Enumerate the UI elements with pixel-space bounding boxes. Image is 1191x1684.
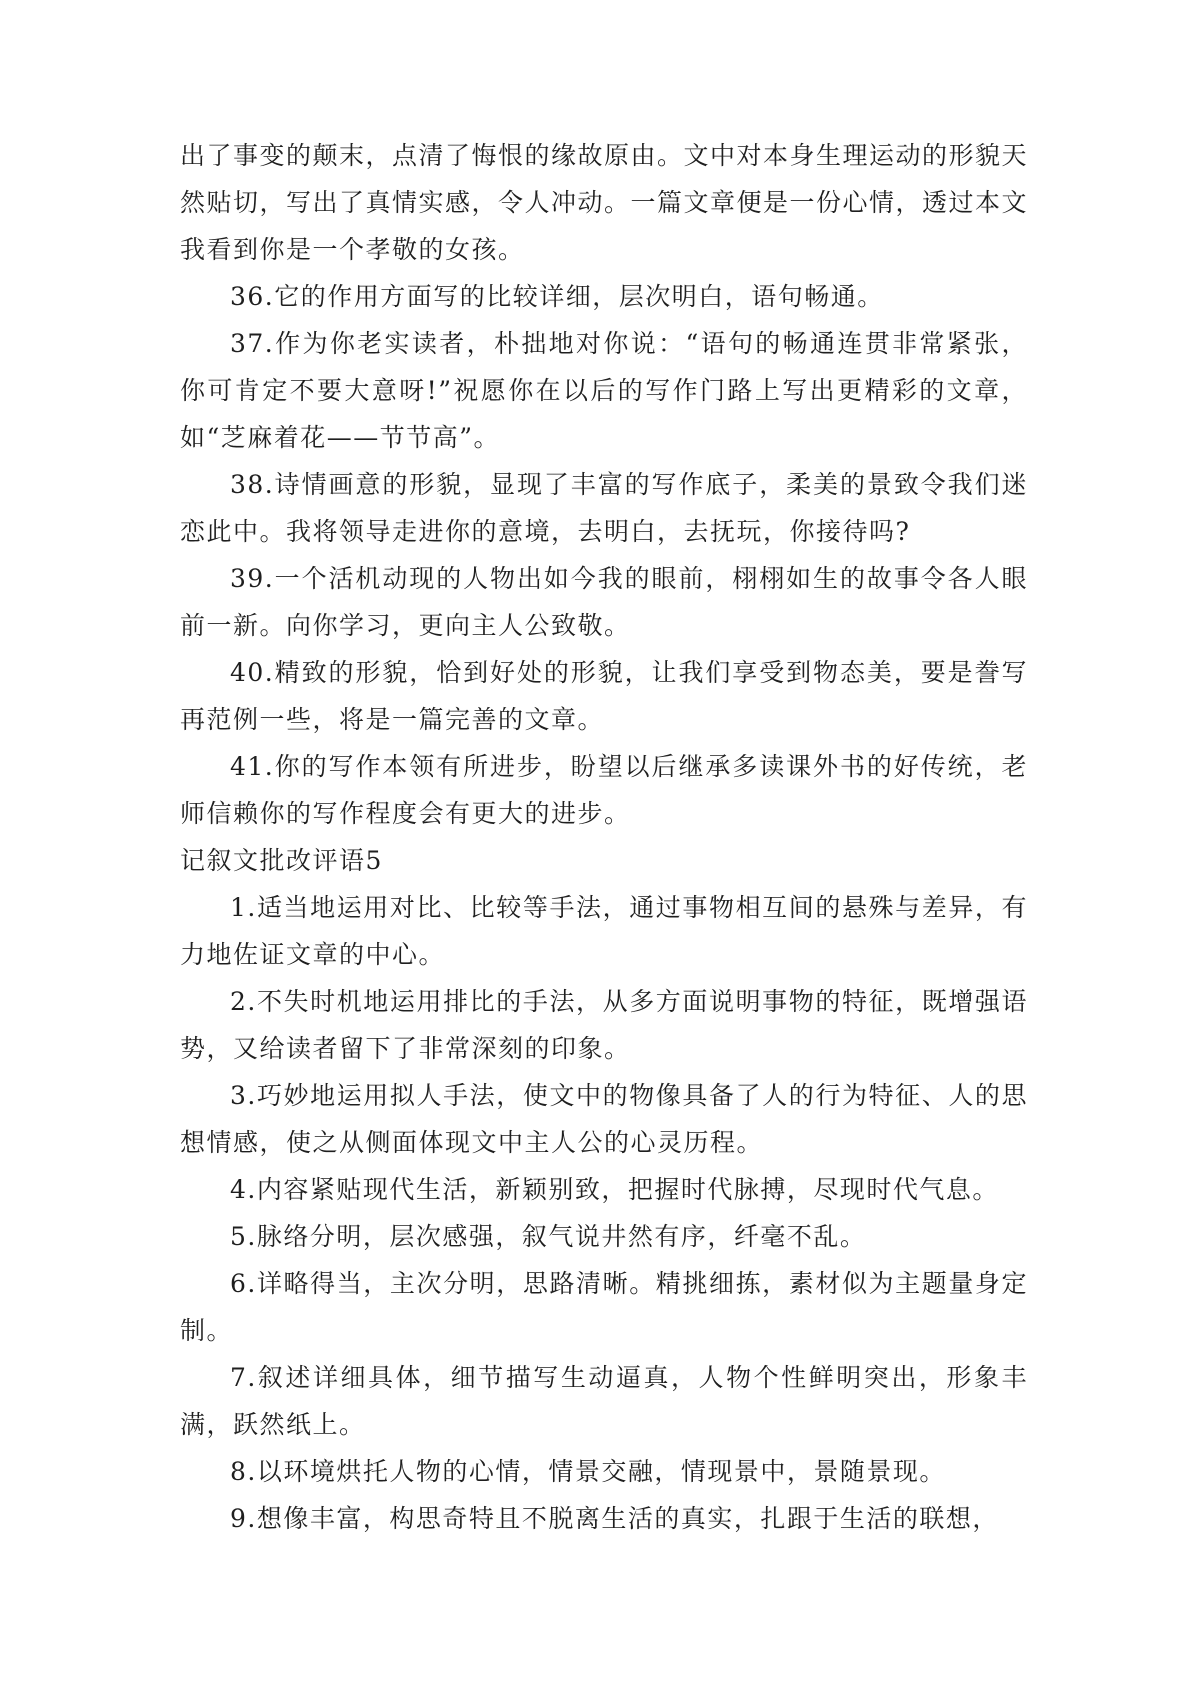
paragraph-continued: 出了事变的颠末，点清了悔恨的缘故原由。文中对本身生理运动的形貌天然贴切，写出了真情实感，令人冲动。一篇文章便是一份心情，透过本文我看到你是一个孝敬的女孩。 bbox=[180, 141, 1029, 264]
paragraph-item-7: 7.叙述详细具体，细节描写生动逼真，人物个性鲜明突出，形象丰满，跃然纸上。 bbox=[180, 1363, 1028, 1439]
paragraph-item-5: 5.脉络分明，层次感强，叙气说井然有序，纤毫不乱。 bbox=[230, 1222, 867, 1251]
paragraph-41: 41.你的写作本领有所进步，盼望以后继承多读课外书的好传统，老师信赖你的写作程度会有更大的进步。 bbox=[180, 752, 1028, 828]
paragraph-item-2: 2.不失时机地运用排比的手法，从多方面说明事物的特征，既增强语势，又给读者留下了非常深刻的印象。 bbox=[180, 987, 1028, 1063]
paragraph-38: 38.诗情画意的形貌，显现了丰富的写作底子，柔美的景致令我们迷恋此中。我将领导走进你的意境，去明白，去抚玩，你接待吗? bbox=[180, 470, 1028, 546]
paragraph-37: 37.作为你老实读者，朴拙地对你说：“语句的畅通连贯非常紧张，你可肯定不要大意呀!”祝愿你在以后的写作门路上写出更精彩的文章，如“芝麻着花——节节高”。 bbox=[180, 329, 1028, 452]
paragraph-39: 39.一个活机动现的人物出如今我的眼前，栩栩如生的故事令各人眼前一新。向你学习，更向主人公致敬。 bbox=[180, 564, 1028, 640]
paragraph-36: 36.它的作用方面写的比较详细，层次明白，语句畅通。 bbox=[230, 282, 884, 311]
paragraph-40: 40.精致的形貌，恰到好处的形貌，让我们享受到物态美，要是誊写再范例一些，将是一篇完善的文章。 bbox=[180, 658, 1028, 734]
paragraph-item-4: 4.内容紧贴现代生活，新颖别致，把握时代脉搏，尽现时代气息。 bbox=[230, 1175, 999, 1204]
paragraph-item-8: 8.以环境烘托人物的心情，情景交融，情现景中，景随景现。 bbox=[230, 1457, 946, 1486]
section-heading: 记叙文批改评语5 bbox=[180, 846, 383, 875]
paragraph-item-9: 9.想像丰富，构思奇特且不脱离生活的真实，扎跟于生活的联想， bbox=[230, 1504, 999, 1533]
paragraph-item-3: 3.巧妙地运用拟人手法，使文中的物像具备了人的行为特征、人的思想情感，使之从侧面体现文中主人公的心灵历程。 bbox=[180, 1081, 1028, 1157]
paragraph-item-1: 1.适当地运用对比、比较等手法，通过事物相互间的悬殊与差异，有力地佐证文章的中心。 bbox=[180, 893, 1028, 969]
document-body bbox=[180, 132, 1028, 1542]
paragraph-item-6: 6.详略得当，主次分明，思路清晰。精挑细拣，素材似为主题量身定制。 bbox=[180, 1269, 1028, 1345]
